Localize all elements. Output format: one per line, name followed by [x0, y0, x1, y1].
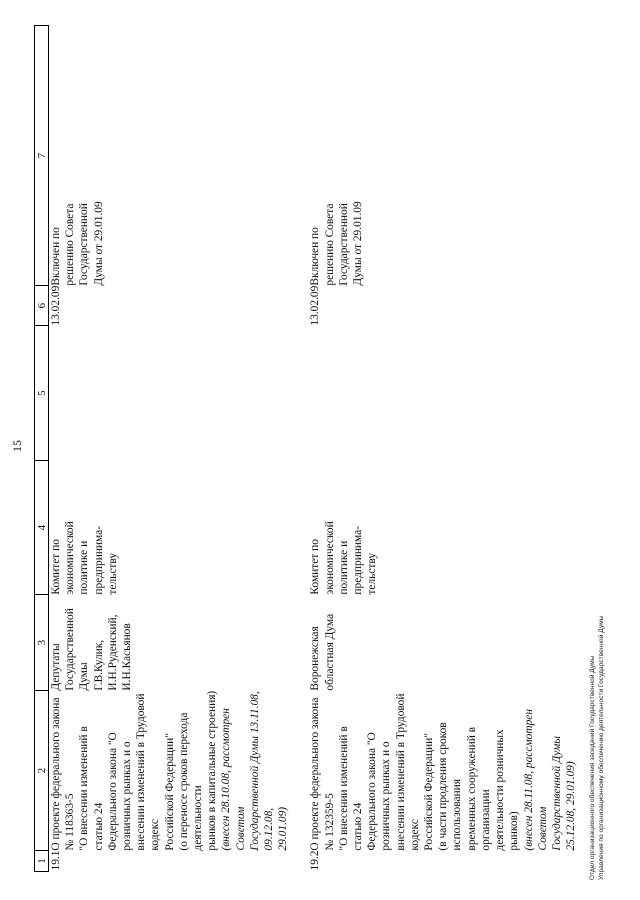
committee-line: экономической — [64, 521, 77, 595]
header-row — [35, 26, 49, 872]
initiator-line: областная Дума — [323, 613, 336, 691]
bill-title-line: рынков в капитальные строения) — [206, 690, 219, 851]
committee — [308, 461, 578, 595]
initiator-line: Государственной — [64, 608, 77, 691]
footer-line: Отдел организационного обеспечения заседаний Государственной Думы — [589, 655, 596, 880]
col5-cell — [49, 326, 291, 461]
bill-title-line: Федерального закона "О розничных рынках и о — [106, 732, 134, 851]
date-cell: 13.02.09 — [309, 285, 322, 326]
row-number: 19.2 — [309, 850, 322, 871]
bill-title-line: временных сооружений в организации — [465, 726, 492, 851]
bill-note-line: Государственной Думы 13.11.08, 09.12.08, — [248, 691, 276, 851]
bill-title-line: Российской Федерации" — [423, 733, 436, 851]
bill-note-line: 29.01.09) — [277, 806, 290, 851]
col5-cell — [308, 326, 578, 461]
col-header-4: 4 — [35, 461, 49, 595]
bill-title-line: О проекте федерального закона № 132359-5 — [309, 697, 336, 851]
committee-line: Комитет по — [309, 539, 322, 595]
col-header-7: 7 — [35, 26, 49, 286]
committee-line: тельству — [106, 552, 119, 595]
bill-title-line: "О внесении изменений в статью 24 — [78, 726, 105, 851]
bill-title-line: О проекте федерального закона № 118363-5 — [50, 697, 77, 851]
status-line: Включен по — [50, 227, 62, 286]
bill-title-line: Федерального закона "О розничных рынках и о — [366, 732, 393, 851]
footer — [588, 616, 606, 880]
status-line: решению Совета — [64, 203, 77, 286]
status-line: Государственной — [78, 203, 91, 286]
status-cell — [308, 26, 578, 286]
committee-line: предпринима- — [92, 526, 105, 595]
bill-title — [49, 691, 291, 851]
initiator-line: И.Н.Касьянов — [121, 623, 134, 691]
bill-title-line: "О внесении изменений в статью 24 — [337, 726, 365, 851]
bill-title-line: Российской Федерации" — [163, 733, 176, 851]
committee-line: политике и — [337, 540, 350, 595]
col-header-5: 5 — [35, 326, 49, 461]
row-number: 19.1 — [50, 850, 62, 871]
page-number: 15 — [10, 440, 24, 452]
col-header-1: 1 — [35, 851, 49, 872]
committee-line: Комитет по — [50, 539, 62, 595]
initiator-line: Воронежская — [309, 626, 322, 691]
bill-note-line: (внесен 28.10.08, рассмотрен Советом — [220, 708, 247, 851]
bill-title — [308, 691, 578, 851]
bill-title-line: внесении изменений в Трудовой кодекс — [394, 693, 421, 851]
initiator — [308, 595, 578, 691]
col-header-3: 3 — [35, 595, 49, 691]
date-cell: 13.02.09 — [50, 285, 62, 326]
status-line: Думы от 29.01.09 — [92, 201, 105, 286]
committee — [49, 461, 291, 595]
initiator-line: Г.В.Кулик, — [92, 639, 105, 691]
col-header-2: 2 — [35, 691, 49, 851]
status-line: Включен по — [309, 227, 322, 286]
status-line: Государственной — [337, 203, 350, 286]
bill-note-line: Государственной Думы 25.12.08, 29.01.09) — [550, 736, 578, 851]
footer-line: Управления по организационному обеспечению деятельности Государственной Думы — [598, 615, 605, 880]
committee-line: политике и — [78, 540, 91, 595]
row-spacer — [290, 26, 308, 872]
initiator — [49, 595, 291, 691]
initiator-line: Думы — [78, 662, 91, 691]
bill-title-line: (в части продления сроков использования — [437, 722, 464, 851]
committee-line: экономической — [323, 521, 336, 595]
committee-line: предпринима- — [352, 526, 365, 595]
status-cell — [49, 26, 291, 286]
status-line: решению Совета — [323, 203, 336, 286]
initiator-line: Депутаты — [50, 643, 62, 691]
initiator-line: И.Н.Руденский, — [106, 614, 119, 691]
status-line: Думы от 29.01.09 — [352, 201, 365, 286]
col-header-6: 6 — [35, 286, 49, 326]
bill-title-line: (о переносе сроков перехода деятельности — [177, 712, 205, 851]
bill-title-line: внесении изменений в Трудовой кодекс — [135, 693, 162, 851]
table-row — [308, 26, 578, 872]
bill-title-line: деятельности розничных рынков) — [494, 729, 521, 851]
bills-table — [34, 25, 578, 872]
bill-note-line: (внесен 28.11.08, рассмотрен Советом — [522, 708, 549, 851]
table-row — [49, 26, 291, 872]
committee-line: тельству — [366, 552, 379, 595]
